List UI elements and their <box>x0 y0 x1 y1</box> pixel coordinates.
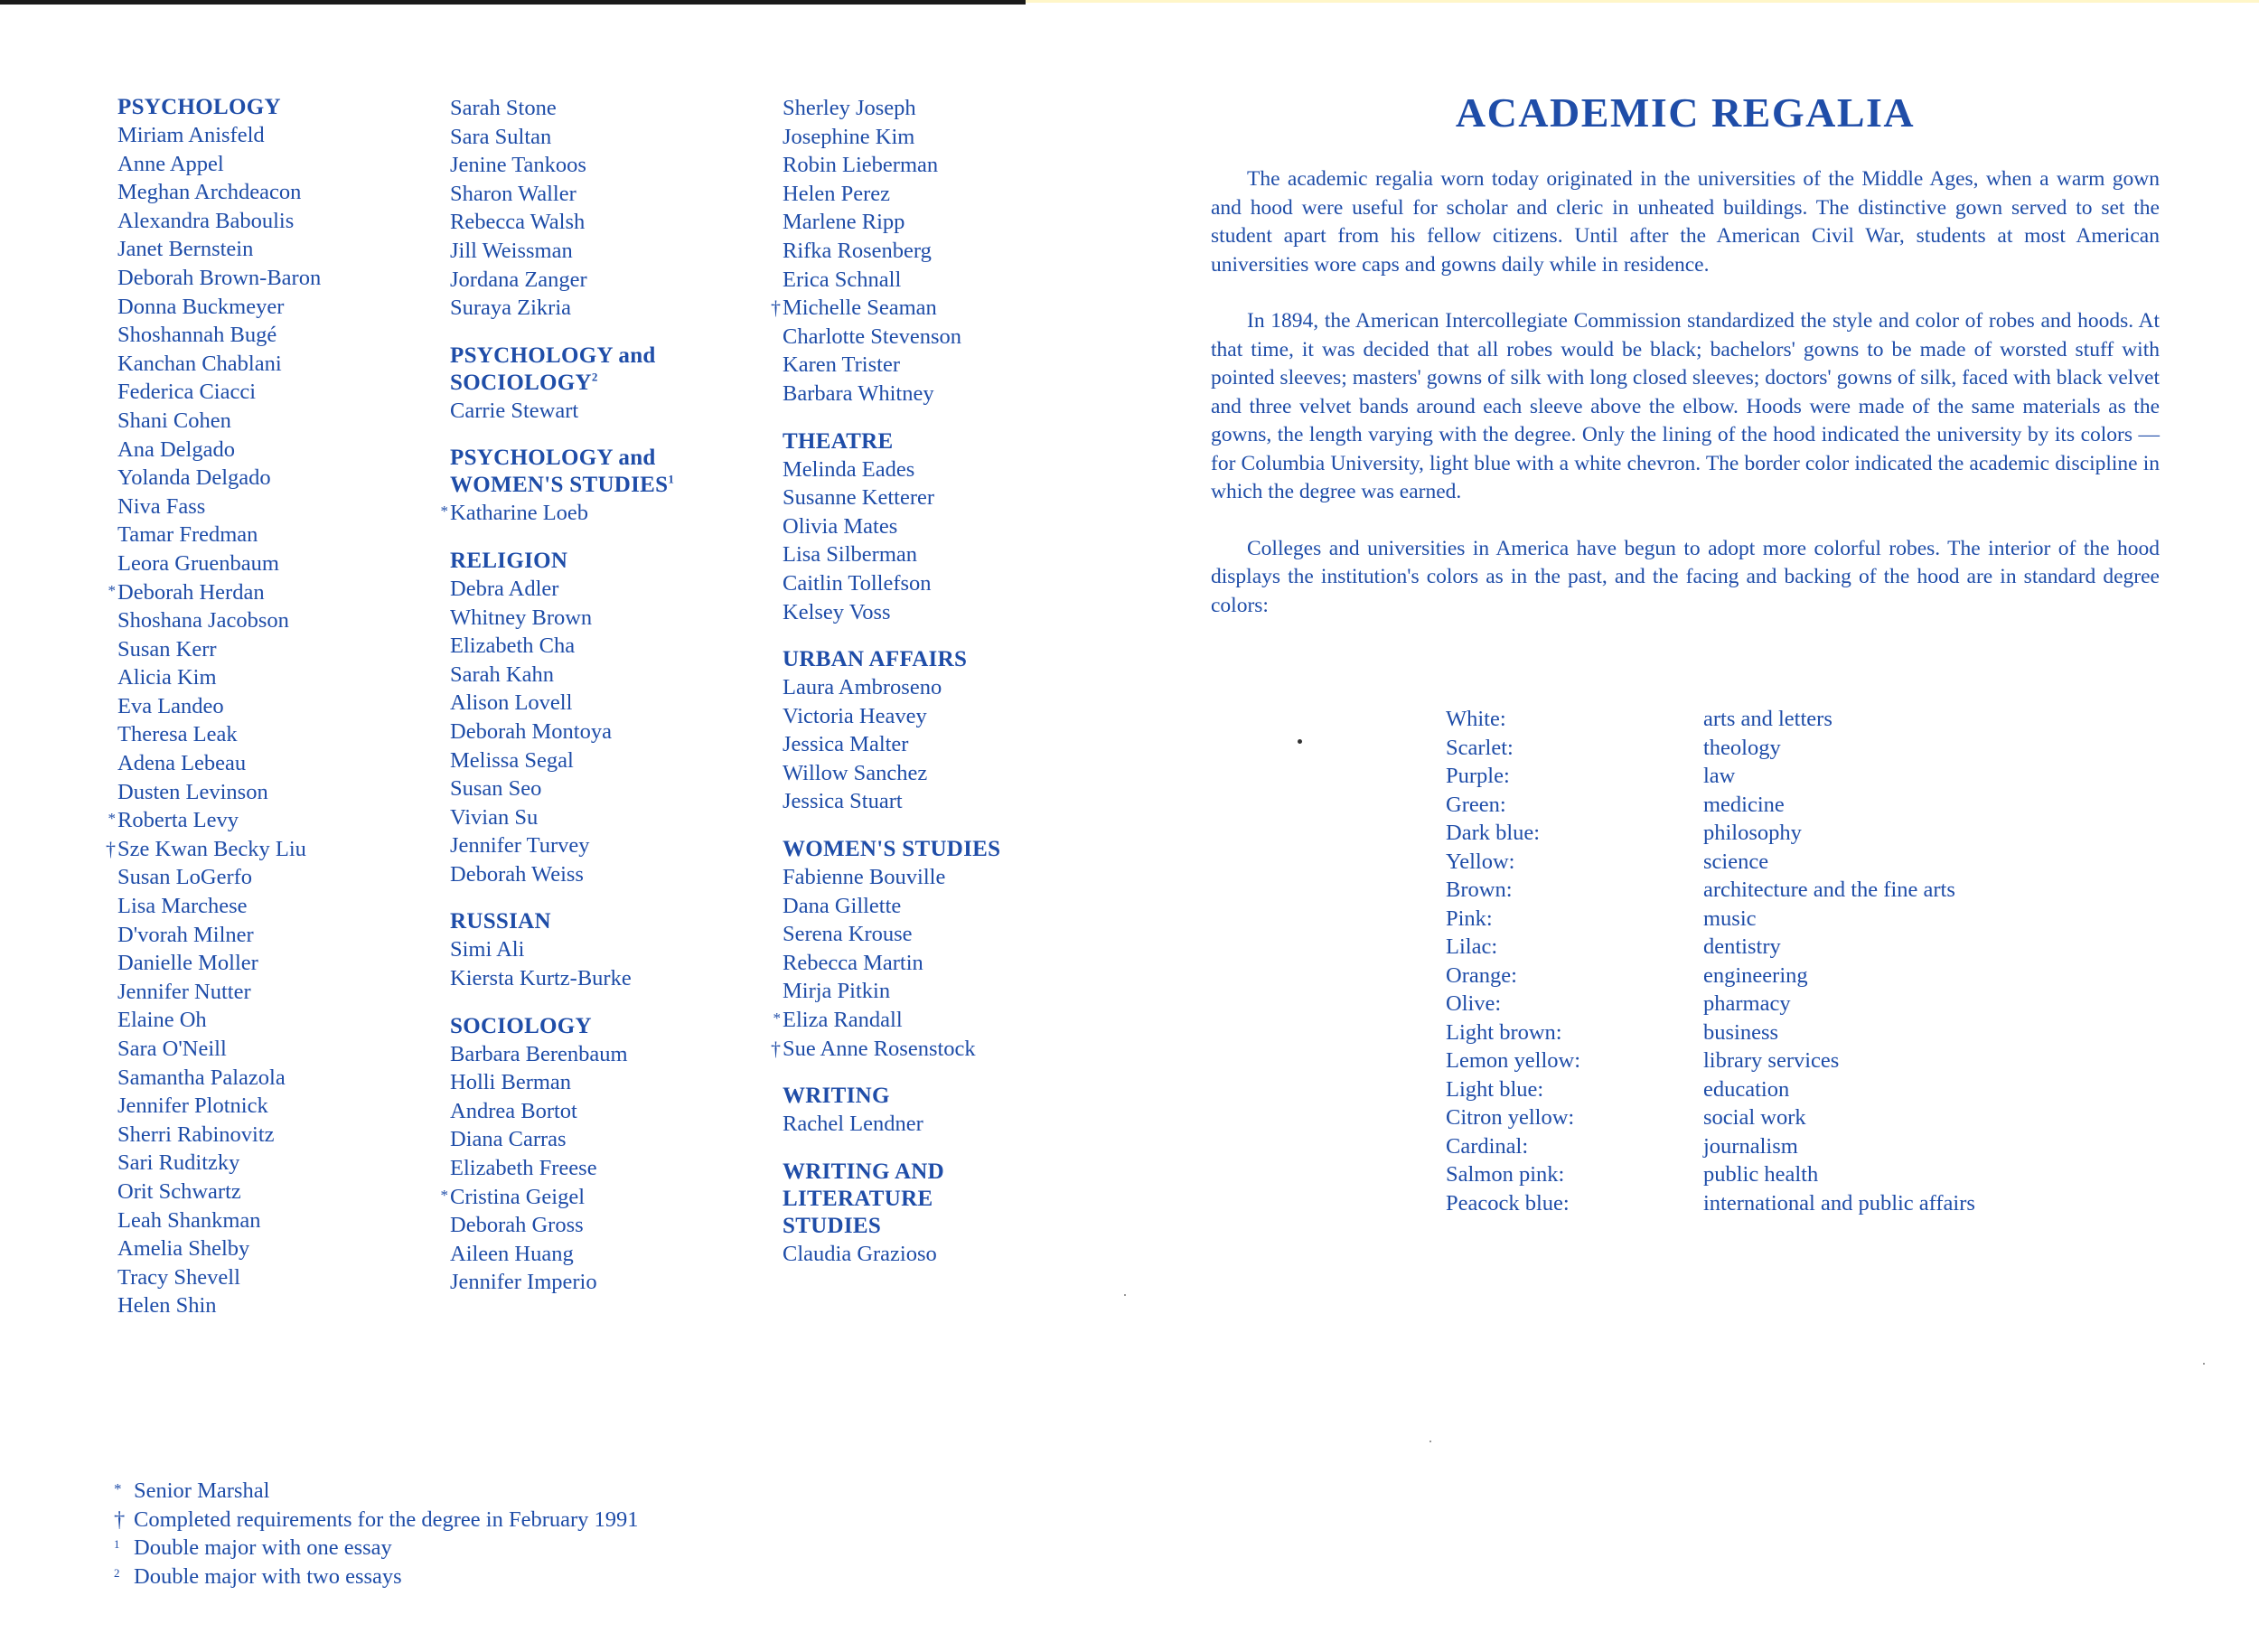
senior-marshal-marker: * <box>108 581 116 599</box>
degree-field: education <box>1703 1076 1790 1102</box>
department-section <box>423 908 748 992</box>
graduate-name: D'vorah Milner <box>117 922 254 947</box>
top-edge-bar <box>0 0 1026 5</box>
graduate-name: Suraya Zikria <box>450 296 572 321</box>
graduate-name: Tracy Shevell <box>117 1264 240 1290</box>
department-heading: WOMEN'S STUDIES <box>783 837 1001 862</box>
degree-field: public health <box>1703 1162 1819 1187</box>
senior-marshal-marker: * <box>440 502 448 521</box>
academic-regalia-section <box>1211 89 2160 648</box>
department-section <box>423 1013 748 1297</box>
graduate-name: Olivia Mates <box>783 513 898 539</box>
department-section <box>423 548 748 889</box>
graduate-name: Rebecca Martin <box>783 950 923 975</box>
graduate-name: Robin Lieberman <box>783 153 939 178</box>
graduate-name: * Eliza Randall <box>755 1006 1081 1035</box>
graduate-name: Danielle Moller <box>117 951 258 976</box>
department-heading: PSYCHOLOGY and <box>450 446 656 471</box>
graduates-column-3 <box>755 94 1081 1288</box>
color-name: Brown: <box>1446 878 1513 902</box>
graduate-name: Sherley Joseph <box>783 96 916 120</box>
graduate-name: Shoshana Jacobson <box>117 608 289 634</box>
footnote: 2 Double major with two essays <box>114 1563 837 1591</box>
color-name: Light blue: <box>1446 1076 1544 1102</box>
graduate-name: Jenine Tankoos <box>450 153 586 178</box>
graduate-list <box>755 1240 1081 1269</box>
graduate-name: Yolanda Delgado <box>117 465 271 491</box>
color-name: Yellow: <box>1446 849 1515 874</box>
department-section <box>755 1083 1081 1139</box>
department-heading: PSYCHOLOGY <box>117 95 281 119</box>
degree-color-row <box>1446 1018 2078 1047</box>
graduate-name: Alison Lovell <box>450 690 573 716</box>
graduate-name: Sara Sultan <box>450 124 552 149</box>
graduate-name: Sherri Rabinovitz <box>117 1122 275 1147</box>
graduate-name: Jennifer Plotnick <box>117 1094 268 1119</box>
graduate-name: Serena Krouse <box>783 922 913 947</box>
degree-color-row <box>1446 734 2078 763</box>
graduate-name: Susan Kerr <box>117 636 217 662</box>
department-heading: WRITING AND <box>783 1159 945 1184</box>
graduate-name: Tamar Fredman <box>117 522 258 548</box>
degree-color-row <box>1446 962 2078 990</box>
color-name: Dark blue: <box>1446 821 1541 845</box>
graduate-name: Dusten Levinson <box>117 779 268 804</box>
senior-marshal-marker: * <box>773 1009 781 1028</box>
degree-color-row <box>1446 762 2078 791</box>
graduate-name: Karen Trister <box>783 352 900 378</box>
graduate-list <box>423 935 748 992</box>
department-section <box>755 646 1081 816</box>
department-section <box>755 1159 1081 1269</box>
graduate-name: Marlene Ripp <box>783 210 905 235</box>
senior-marshal-marker: * <box>440 1186 448 1204</box>
regalia-paragraph-1: The academic regalia worn today originated in the universities of the Middle Ages, when a warm gown and hood were useful for scholar and cleric in unheated buildings. The distinctive gown served to set the student apart from his fellow citizens. Until after the American Civil War, students at most American universities wore caps and gowns daily while in residence. <box>1211 167 2160 277</box>
department-heading: SOCIOLOGY <box>450 1013 592 1038</box>
department-section <box>755 94 1081 408</box>
graduate-name: Mirja Pitkin <box>783 979 891 1004</box>
graduate-name: Adena Lebeau <box>117 751 247 776</box>
degree-field: arts and letters <box>1703 707 1833 731</box>
department-heading: RUSSIAN <box>450 909 551 934</box>
department-section <box>423 445 748 528</box>
graduate-name: Lisa Marchese <box>117 894 248 919</box>
department-heading: URBAN AFFAIRS <box>783 647 968 672</box>
department-heading: RELIGION <box>450 548 568 573</box>
department-heading: LITERATURE <box>783 1186 933 1211</box>
graduate-name: Charlotte Stevenson <box>783 324 962 349</box>
footnote: * Senior Marshal <box>114 1477 837 1506</box>
degree-color-row <box>1446 990 2078 1018</box>
degree-color-row <box>1446 848 2078 877</box>
graduate-name: Barbara Berenbaum <box>450 1041 628 1066</box>
department-heading: WOMEN'S STUDIES$^1$ <box>450 473 675 498</box>
department-section <box>423 343 748 426</box>
degree-field: medicine <box>1703 792 1785 817</box>
graduate-list <box>755 455 1081 627</box>
department-heading: WRITING <box>783 1084 890 1109</box>
graduate-name: Aileen Huang <box>450 1241 574 1266</box>
graduate-name: Diana Carras <box>450 1127 567 1152</box>
graduate-name: Susan LoGerfo <box>117 865 253 890</box>
graduate-name: Sharon Waller <box>450 181 576 206</box>
color-name: Cardinal: <box>1446 1133 1529 1159</box>
degree-field: music <box>1703 906 1757 931</box>
graduate-name: Jill Weissman <box>450 238 573 263</box>
graduate-name: Samantha Palazola <box>117 1065 286 1090</box>
degree-field: business <box>1703 1019 1779 1045</box>
graduate-name: Alexandra Baboulis <box>117 208 295 233</box>
graduate-name: Helen Shin <box>117 1293 217 1319</box>
regalia-paragraph-2: In 1894, the American Intercollegiate Commission standardized the style and color of robes and hoods. At that time, it was decided that all robes would be black; bachelors' gowns to be made of worsted stuff with pointed sleeves; masters' gowns of silk with long closed sleeves; doctors' gowns of silk, faced with black velvet and three velvet bands around each sleeve above the elbow. Hoods were made of the same materials as the gowns, the length varying with the degree. Only the lining of the hood indicated the university by its colors — for Columbia University, light blue with a white chevron. The border color indicated the academic discipline in which the degree was earned. <box>1211 309 2160 503</box>
graduate-name: Simi Ali <box>450 937 525 962</box>
graduate-name: Carrie Stewart <box>450 398 579 423</box>
graduate-name: Willow Sanchez <box>783 760 928 785</box>
graduate-name: Kiersta Kurtz-Burke <box>450 966 632 991</box>
department-section <box>423 94 748 323</box>
graduate-name: Helen Perez <box>783 181 891 206</box>
degree-color-row <box>1446 819 2078 848</box>
graduate-name: Laura Ambroseno <box>783 675 942 700</box>
graduate-name: Erica Schnall <box>783 267 902 292</box>
degree-field: architecture and the fine arts <box>1703 878 1955 902</box>
graduate-name: Sarah Stone <box>450 96 557 120</box>
graduate-name: Niva Fass <box>117 493 206 519</box>
footnote-marker: * <box>114 1480 122 1497</box>
color-name: Peacock blue: <box>1446 1190 1570 1216</box>
graduate-list <box>423 499 748 528</box>
color-name: Citron yellow: <box>1446 1105 1575 1130</box>
degree-color-row <box>1446 705 2078 734</box>
graduate-name: Jordana Zanger <box>450 267 587 292</box>
graduate-name: Jennifer Imperio <box>450 1270 597 1295</box>
senior-marshal-marker: * <box>108 810 116 828</box>
dagger-marker: † <box>106 837 116 860</box>
degree-color-row <box>1446 1103 2078 1132</box>
footnotes <box>114 1477 837 1591</box>
footnote-marker: 1 <box>668 473 675 487</box>
color-name: Olive: <box>1446 991 1502 1016</box>
dagger-marker: † <box>771 296 781 320</box>
graduate-name: Meghan Archdeacon <box>117 180 302 205</box>
graduate-name: Vivian Su <box>450 804 539 830</box>
graduate-name: Jessica Stuart <box>783 789 903 814</box>
graduate-name: Deborah Montoya <box>450 718 612 744</box>
graduate-name: Sarah Kahn <box>450 662 554 687</box>
graduates-column-2 <box>423 94 748 1317</box>
graduate-name: Theresa Leak <box>117 722 238 747</box>
degree-field: library services <box>1703 1048 1840 1073</box>
graduate-name: Deborah Weiss <box>450 861 584 887</box>
graduate-name: Amelia Shelby <box>117 1236 250 1262</box>
graduate-name: Kanchan Chablani <box>117 351 282 376</box>
graduate-name: Leora Gruenbaum <box>117 550 279 576</box>
department-heading: THEATRE <box>783 428 894 454</box>
graduate-name: Jennifer Nutter <box>117 979 251 1004</box>
degree-field: engineering <box>1703 962 1808 988</box>
degree-color-row <box>1446 905 2078 934</box>
graduate-name: Elizabeth Freese <box>450 1156 597 1181</box>
graduate-name: Melissa Segal <box>450 747 574 773</box>
graduate-name: * Cristina Geigel <box>423 1183 748 1212</box>
graduate-name: Sari Ruditzky <box>117 1150 240 1176</box>
degree-field: philosophy <box>1703 821 1802 845</box>
degree-color-row <box>1446 1132 2078 1161</box>
graduate-name: Miriam Anisfeld <box>117 123 265 147</box>
graduate-name: Andrea Bortot <box>450 1098 577 1123</box>
graduate-name: Josephine Kim <box>783 124 915 149</box>
graduate-name: † Michelle Seaman <box>755 294 1081 323</box>
color-name: Light brown: <box>1446 1019 1562 1045</box>
department-section <box>90 94 416 1320</box>
color-name: Green: <box>1446 792 1506 817</box>
graduate-list <box>755 1110 1081 1139</box>
graduate-name: Elizabeth Cha <box>450 634 576 659</box>
degree-field: law <box>1703 764 1736 788</box>
graduate-name: Rachel Lendner <box>783 1112 923 1137</box>
graduate-name: * Roberta Levy <box>90 806 416 835</box>
graduate-name: Jessica Malter <box>783 732 909 757</box>
graduate-name: Leah Shankman <box>117 1207 261 1233</box>
graduate-name: Alicia Kim <box>117 665 217 690</box>
graduate-list <box>423 575 748 889</box>
graduate-name: † Sue Anne Rosenstock <box>755 1035 1081 1064</box>
color-name: Scarlet: <box>1446 735 1514 760</box>
degree-color-row <box>1446 1160 2078 1189</box>
graduate-name: Claudia Grazioso <box>783 1241 937 1266</box>
ink-speck <box>2203 1363 2205 1365</box>
graduate-name: Victoria Heavey <box>783 703 927 728</box>
footnote-marker: 2 <box>591 370 598 384</box>
department-heading: PSYCHOLOGY and <box>450 343 656 368</box>
degree-color-row <box>1446 1189 2078 1218</box>
graduate-name: Susanne Ketterer <box>783 485 935 511</box>
graduate-name: Janet Bernstein <box>117 237 254 262</box>
graduate-name: * Katharine Loeb <box>423 499 748 528</box>
color-name: Pink: <box>1446 906 1493 931</box>
top-edge-tint <box>1026 0 2259 3</box>
ink-speck <box>1429 1441 1431 1442</box>
graduate-name: Jennifer Turvey <box>450 833 590 859</box>
degree-colors-table <box>1446 705 2078 1217</box>
department-section <box>755 836 1081 1063</box>
graduate-name: Whitney Brown <box>450 605 593 630</box>
degree-color-row <box>1446 876 2078 905</box>
graduate-list <box>755 673 1081 816</box>
graduate-name: Ana Delgado <box>117 436 235 462</box>
degree-field: dentistry <box>1703 934 1781 959</box>
graduate-name: Rebecca Walsh <box>450 210 586 235</box>
color-name: Lilac: <box>1446 934 1498 959</box>
footnote: † Completed requirements for the degree in February 1991 <box>114 1506 837 1535</box>
graduate-list <box>423 397 748 426</box>
department-heading: SOCIOLOGY$^2$ <box>450 370 598 395</box>
footnote-marker: 2 <box>114 1565 120 1580</box>
graduate-name: Debra Adler <box>450 576 559 601</box>
graduate-name: * Deborah Herdan <box>90 578 416 607</box>
degree-field: social work <box>1703 1105 1806 1130</box>
color-name: Lemon yellow: <box>1446 1048 1581 1073</box>
graduates-column-1 <box>90 94 416 1340</box>
ink-speck <box>1124 1294 1126 1296</box>
degree-color-row <box>1446 791 2078 820</box>
degree-color-row <box>1446 1075 2078 1104</box>
graduate-name: Fabienne Bouville <box>783 865 946 890</box>
color-name: Salmon pink: <box>1446 1162 1565 1187</box>
degree-field: pharmacy <box>1703 991 1791 1016</box>
ink-dot <box>1298 739 1302 744</box>
graduate-name: Barbara Whitney <box>783 380 934 406</box>
graduate-name: Anne Appel <box>117 151 224 176</box>
graduate-name: Susan Seo <box>450 776 542 802</box>
graduate-name: Deborah Gross <box>450 1213 584 1238</box>
graduate-name: Dana Gillette <box>783 893 902 918</box>
graduate-name: Shoshannah Bugé <box>117 323 277 348</box>
graduate-name: Rifka Rosenberg <box>783 238 932 263</box>
graduate-list <box>90 121 416 1320</box>
graduate-name: Orit Schwartz <box>117 1178 241 1204</box>
color-name: White: <box>1446 707 1506 731</box>
graduate-name: Kelsey Voss <box>783 599 891 624</box>
degree-color-row <box>1446 933 2078 962</box>
graduate-name: Lisa Silberman <box>783 542 918 568</box>
regalia-paragraph-3: Colleges and universities in America have begun to adopt more colorful robes. The interior of the hood displays the institution's colors as in the past, and the facing and backing of the hood are in standard degree colors: <box>1211 536 2160 617</box>
footnote: 1 Double major with one essay <box>114 1534 837 1563</box>
graduate-list <box>755 94 1081 408</box>
graduate-name: Holli Berman <box>450 1070 572 1095</box>
color-name: Purple: <box>1446 764 1510 788</box>
footnote-marker: 1 <box>114 1537 120 1552</box>
department-heading: STUDIES <box>783 1213 882 1238</box>
degree-field: journalism <box>1703 1133 1798 1159</box>
graduate-list <box>423 1040 748 1297</box>
graduate-name: Eva Landeo <box>117 693 224 718</box>
graduate-name: Donna Buckmeyer <box>117 294 285 319</box>
page-title: ACADEMIC REGALIA <box>1455 89 1916 136</box>
color-name: Orange: <box>1446 962 1517 988</box>
department-section <box>755 428 1081 627</box>
dagger-marker: † <box>771 1037 781 1060</box>
graduate-name: Federica Ciacci <box>117 380 257 405</box>
graduate-name: Caitlin Tollefson <box>783 570 932 596</box>
graduate-name: Sara O'Neill <box>117 1037 227 1061</box>
graduate-name: † Sze Kwan Becky Liu <box>90 835 416 864</box>
graduate-name: Elaine Oh <box>117 1008 207 1033</box>
degree-field: international and public affairs <box>1703 1190 1975 1216</box>
degree-field: science <box>1703 849 1769 874</box>
graduate-list <box>423 94 748 323</box>
graduate-name: Melinda Eades <box>783 456 915 482</box>
degree-field: theology <box>1703 735 1781 760</box>
graduate-list <box>755 863 1081 1063</box>
graduate-name: Deborah Brown-Baron <box>117 265 322 290</box>
graduate-name: Shani Cohen <box>117 408 231 433</box>
footnote-marker: † <box>114 1507 126 1532</box>
degree-color-row <box>1446 1047 2078 1075</box>
